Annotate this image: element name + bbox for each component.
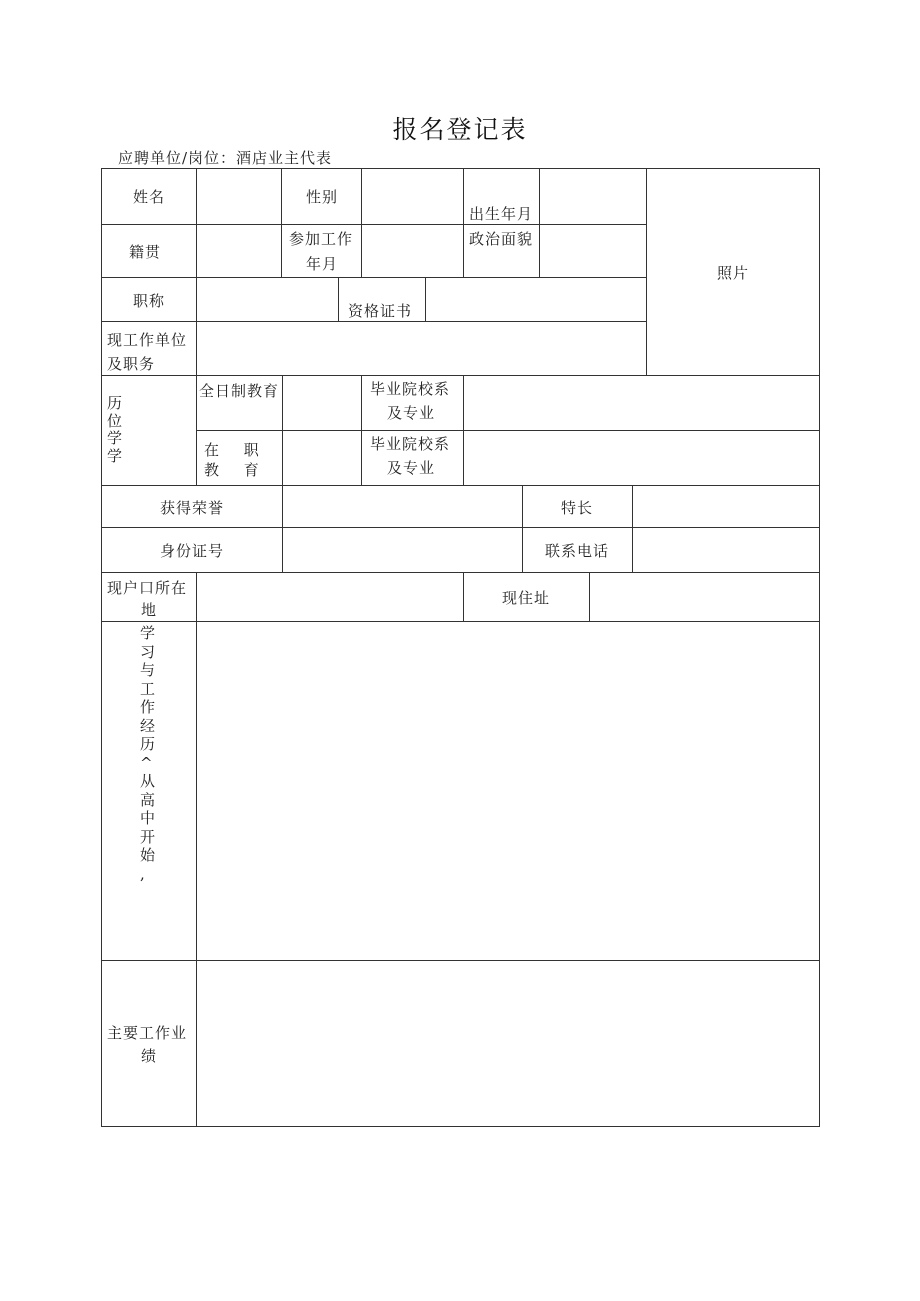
label-id-number: 身份证号 [160,542,225,560]
label-experience-char: 始 [140,846,157,864]
label-experience-char: 工 [140,679,157,698]
table-line [463,168,464,278]
label-fulltime-edu: 全日制教育 [199,382,280,400]
label-inservice-edu [204,440,260,480]
label-qualification: 资格证书 [348,302,413,320]
label-experience-char: 高 [140,790,157,809]
id-number-field[interactable] [283,528,522,572]
table-line [101,1126,820,1127]
label-gender: 性别 [306,188,339,206]
gender-field[interactable] [362,169,463,224]
label-experience-char: ^ [140,753,154,772]
table-line [522,485,523,573]
native-place-field[interactable] [197,225,281,277]
label-grad-school-2-line2: 及专业 [387,459,436,477]
label-grad-school-2-line1: 毕业院校系 [370,435,451,453]
honors-field[interactable] [283,486,522,527]
label-birth: 出生年月 [469,205,534,223]
form-title: 报名登记表 [392,115,528,144]
label-experience-char: 作 [140,698,157,716]
label-grad-school-1 [370,379,450,423]
label-work-start [289,229,353,274]
applied-position-line: 应聘单位/岗位：酒店业主代表 [118,149,333,167]
political-status-field[interactable] [540,225,646,277]
table-line [101,168,102,1127]
label-current-employer-line2: 及职务 [107,355,156,373]
label-address: 现住址 [502,589,551,607]
label-hukou-line2: 地 [141,601,158,619]
label-photo: 照片 [717,264,750,282]
inservice-edu-field[interactable] [283,431,361,485]
table-line [281,168,282,278]
table-line [819,168,820,1127]
label-specialty: 特长 [561,499,594,517]
experience-field[interactable] [197,622,819,960]
label-hukou [107,578,187,620]
table-line [338,277,339,322]
label-grad-school-2 [370,434,450,478]
qualification-field[interactable] [426,278,646,321]
label-grad-school-1-line2: 及专业 [387,404,436,422]
label-work-start-line2: 年月 [306,255,339,273]
birth-field[interactable] [540,169,646,224]
label-current-employer [107,330,187,374]
label-experience-char: 学 [140,624,157,642]
table-line [361,375,362,486]
hukou-field[interactable] [197,573,463,621]
label-education-char: 位 [107,411,124,430]
title-field[interactable] [197,278,338,321]
name-field[interactable] [197,169,281,224]
label-inservice-line1: 在 职 [204,441,260,459]
label-education-char: 历 [107,394,124,412]
label-education [107,395,129,465]
grad-school-2-field[interactable] [464,431,819,485]
label-grad-school-1-line1: 毕业院校系 [370,380,451,398]
label-experience-char: 经 [140,716,157,735]
label-achievements-line2: 绩 [141,1047,158,1065]
label-native-place: 籍贯 [129,243,162,261]
label-work-start-line1: 参加工作 [289,230,354,248]
photo-area[interactable] [647,169,819,375]
label-experience-char: , [140,864,146,883]
label-experience-char: 历 [140,735,157,753]
label-experience-char: 中 [140,809,157,827]
grad-school-1-field[interactable] [464,376,819,430]
label-experience-char: 开 [140,827,157,846]
label-phone: 联系电话 [545,542,610,560]
label-experience-char: 与 [140,661,157,679]
label-experience-char: 从 [140,772,157,790]
label-political-status: 政治面貌 [469,230,534,248]
label-title: 职称 [133,292,166,310]
specialty-field[interactable] [633,486,819,527]
label-experience-char: 习 [140,642,157,661]
label-honors: 获得荣誉 [160,499,225,517]
label-achievements [107,1023,187,1066]
table-line [463,572,464,622]
fulltime-edu-field[interactable] [283,376,361,430]
label-education-char: 学 [107,429,124,447]
work-start-field[interactable] [362,225,463,277]
label-education-char: 学 [107,446,124,465]
label-inservice-line2: 教 育 [204,461,260,479]
achievements-field[interactable] [197,961,819,1126]
phone-field[interactable] [633,528,819,572]
label-hukou-line1: 现户口所在 [107,579,188,597]
label-current-employer-line1: 现工作单位 [107,331,188,349]
label-achievements-line1: 主要工作业 [107,1024,188,1042]
label-name: 姓名 [133,188,166,206]
label-experience [140,624,162,883]
current-employer-field[interactable] [197,322,646,375]
address-field[interactable] [590,573,819,621]
